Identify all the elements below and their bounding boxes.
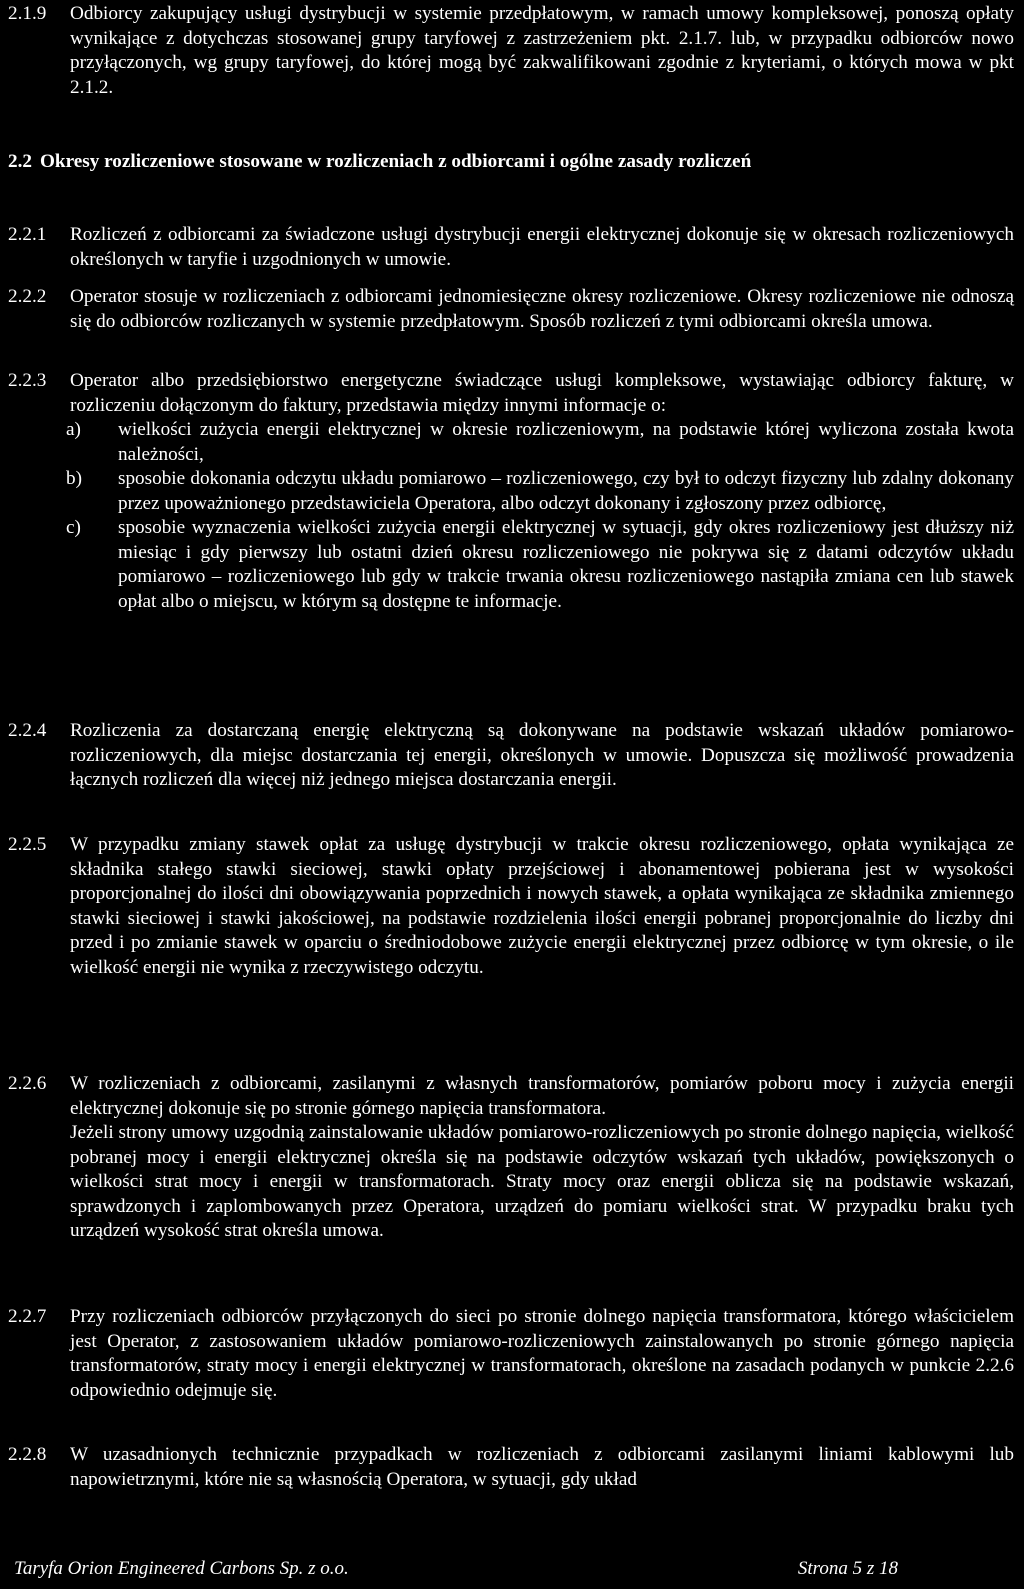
section-2-2-5	[8, 833, 1014, 980]
section-number: 2.2.1	[8, 224, 47, 245]
section-2-2-1	[8, 223, 1014, 272]
list-label: c)	[66, 517, 81, 538]
section-text: Rozliczeń z odbiorcami za świadczone usługi dystrybucji energii elektrycznej dokonuje się w okresach rozliczeniowych określonych w taryfie i uzgodnionych w umowie.	[70, 224, 1014, 270]
section-number: 2.1.9	[8, 3, 47, 24]
list-text: sposobie wyznaczenia wielkości zużycia energii elektrycznej w sytuacji, gdy okres rozliczeniowy jest dłuższy niż miesiąc i gdy pierwszy lub ostatni dzień okresu rozliczeniowego nie pokrywa się z datami odczytów układu pomiarowo – rozliczeniowego lub gdy w trakcie trwania okresu rozliczeniowego nastąpiła zmiana cen lub stawek opłat albo o miejscu, w którym są dostępne te informacje.	[118, 517, 1014, 612]
section-2-2-heading	[8, 150, 1014, 175]
section-text: W przypadku zmiany stawek opłat za usługę dystrybucji w trakcie okresu rozliczeniowego, opłata wynikająca ze składnika stałego stawki sieciowej, stawki opłaty przejściowej i abonamentowej pobierana jest w wysokości proporcjonalnej do ilości dni obowiązywania poprzednich i nowych stawek, a opłata wynikająca ze składnika zmiennego stawki sieciowej i stawki jakościowej, na podstawie rozdzielenia ilości energii pobranej proporcjonalnie do liczby dni przed i po zmianie stawek w oparciu o średniodobowe zużycie energii elektrycznej przez odbiorcę w tym okresie, o ile wielkość energii nie wynika z rzeczywistego odczytu.	[70, 834, 1014, 978]
section-text: Operator stosuje w rozliczeniach z odbiorcami jednomiesięczne okresy rozliczeniowe. Okresy rozliczeniowe nie odnoszą się do odbiorców rozliczanych w systemie przedpłatowym. Sposób rozliczeń z tymi odbiorcami określa umowa.	[70, 286, 1014, 332]
list-label: b)	[66, 468, 82, 489]
section-number: 2.2.7	[8, 1306, 47, 1327]
section-number: 2.2.6	[8, 1073, 47, 1094]
list-item-b	[66, 467, 1014, 516]
section-2-1-9	[8, 2, 1014, 100]
section-number: 2.2.2	[8, 286, 47, 307]
section-2-2-7	[8, 1305, 1014, 1403]
section-2-2-8	[8, 1443, 1014, 1492]
footer-page-number: Strona 5 z 18	[797, 1558, 898, 1579]
section-text: Operator albo przedsiębiorstwo energetyczne świadczące usługi kompleksowe, wystawiając odbiorcy fakturę, w rozliczeniu dołączonym do faktury, przedstawia między innymi informacje o:	[70, 370, 1014, 416]
section-text: Odbiorcy zakupujący usługi dystrybucji w systemie przedpłatowym, w ramach umowy kompleksowej, ponoszą opłaty wynikające z dotychczas stosowanej grupy taryfowej z zastrzeżeniem pkt. 2.1.7. lub, w przypadku odbiorców nowo przyłączonych, wg grupy taryfowej, do której mogą być zakwalifikowani zgodnie z kryteriami, o których mowa w pkt 2.1.2.	[70, 3, 1014, 98]
section-number: 2.2.5	[8, 834, 47, 855]
list-label: a)	[66, 419, 81, 440]
footer-document-title: Taryfa Orion Engineered Carbons Sp. z o.o.	[14, 1558, 349, 1579]
section-number: 2.2.8	[8, 1444, 47, 1465]
list-item-c	[66, 516, 1014, 614]
section-text: W rozliczeniach z odbiorcami, zasilanymi z własnych transformatorów, pomiarów poboru mocy i zużycia energii elektrycznej dokonuje się po stronie górnego napięcia transformatora.	[70, 1073, 1014, 1119]
list-item-a	[66, 418, 1014, 467]
section-2-2-4	[8, 719, 1014, 793]
section-2-2-3	[8, 369, 1014, 614]
section-number: 2.2.3	[8, 370, 47, 391]
section-text: Przy rozliczeniach odbiorców przyłączonych do sieci po stronie dolnego napięcia transformatora, którego właścicielem jest Operator, z zastosowaniem układów pomiarowo-rozliczeniowych zainstalowanych po stronie górnego napięcia transformatorów, straty mocy i energii elektrycznej w transformatorach, określone na zasadach podanych w punkcie 2.2.6 odpowiednio odejmuje się.	[70, 1306, 1014, 1401]
list-text: wielkości zużycia energii elektrycznej w okresie rozliczeniowym, na podstawie której wyliczona została kwota należności,	[118, 419, 1014, 465]
section-number: 2.2.4	[8, 720, 47, 741]
section-text: W uzasadnionych technicznie przypadkach w rozliczeniach z odbiorcami zasilanymi liniami kablowymi lub napowietrznymi, które nie są własnością Operatora, w sytuacji, gdy układ	[70, 1444, 1014, 1490]
section-heading-text: Okresy rozliczeniowe stosowane w rozliczeniach z odbiorcami i ogólne zasady rozliczeń	[40, 151, 752, 172]
section-text-continued: Jeżeli strony umowy uzgodnią zainstalowanie układów pomiarowo-rozliczeniowych po stronie dolnego napięcia, wielkość pobranej mocy i energii elektrycznej określa się na podstawie odczytów wskazań tych układów, powiększonych o wielkości strat mocy i energii w transformatorach. Straty mocy oraz energii oblicza się na podstawie wskazań, sprawdzonych i zaplombowanych przez Operatora, urządzeń do pomiaru wielkości strat. W przypadku braku tych urządzeń wysokość strat określa umowa.	[70, 1122, 1014, 1241]
section-text: Rozliczenia za dostarczaną energię elektryczną są dokonywane na podstawie wskazań układów pomiarowo-rozliczeniowych, dla miejsc dostarczania tej energii, określonych w umowie. Dopuszcza się możliwość prowadzenia łącznych rozliczeń dla więcej niż jednego miejsca dostarczania energii.	[70, 720, 1014, 790]
section-2-2-2	[8, 285, 1014, 334]
section-number: 2.2	[8, 151, 32, 172]
list-text: sposobie dokonania odczytu układu pomiarowo – rozliczeniowego, czy był to odczyt fizyczny lub zdalny dokonany przez upoważnionego przedstawiciela Operatora, albo odczyt dokonany i zgłoszony przez odbiorcę,	[118, 468, 1014, 514]
section-2-2-6	[8, 1072, 1014, 1244]
